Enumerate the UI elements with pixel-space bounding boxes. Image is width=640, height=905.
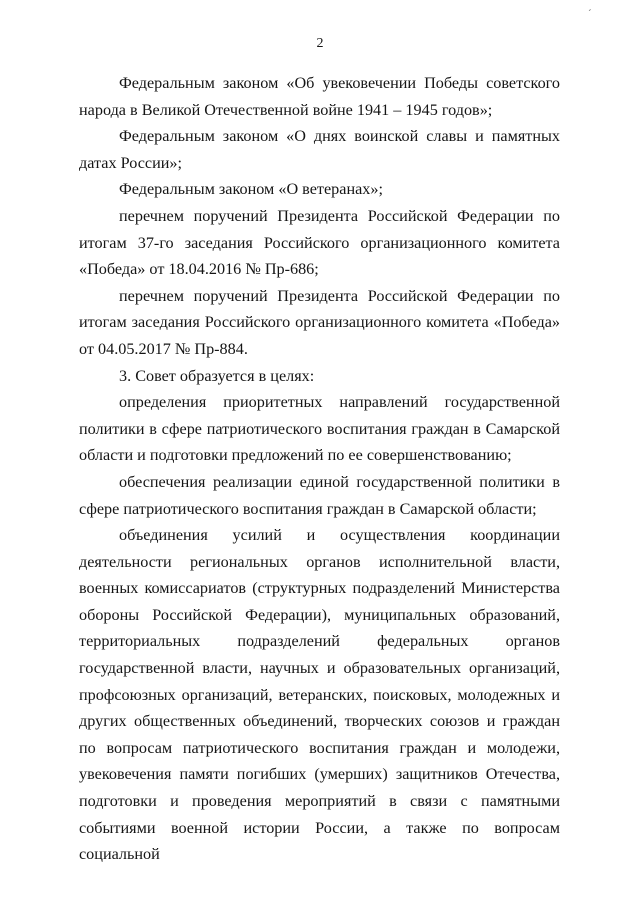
paragraph-goal-priorities: определения приоритетных направлений государственной политики в сфере патриотического воспитания граждан в Самарской области и подготовки предложений по ее совершенствованию;	[79, 393, 560, 465]
paragraph-goal-coordination: объединения усилий и осуществления координации деятельности региональных органов исполнительной власти, военных комиссариатов (структурных подразделений Министерства обороны Российской Федерации), муниципальных образований, территориальных подразделений федеральных органов государственной власти, научных и образовательных организаций, профсоюзных организаций, ветеранских, поисковых, молодежных и других общественных объединений, творческих союзов и граждан по вопросам патриотического воспитания граждан и молодежи, увековечения памяти погибших (умерших) защитников Отечества, подготовки и проведения мероприятий в связи с памятными событиями военной истории России, а также по вопросам социальной	[79, 526, 560, 864]
paragraph-law-victory: Федеральным законом «Об увековечении Победы советского народа в Великой Отечественной войне 1941 – 1945 годов»;	[79, 74, 560, 119]
document-body	[79, 70, 560, 868]
paragraph-law-veterans: Федеральным законом «О ветеранах»;	[119, 180, 383, 199]
corner-mark: ´	[588, 8, 592, 20]
page-number: 2	[316, 36, 324, 51]
paragraph-instructions-2017: перечнем поручений Президента Российской Федерации по итогам заседания Российского организационного комитета «Победа» от 04.05.2017 № Пр-884.	[79, 286, 560, 358]
paragraph-goal-unified-policy: обеспечения реализации единой государственной политики в сфере патриотического воспитания граждан в Самарской области;	[79, 472, 560, 518]
paragraph-instructions-2016: перечнем поручений Президента Российской Федерации по итогам 37-го заседания Российского организационного комитета «Победа» от 18.04.2016 № Пр-686;	[79, 206, 560, 279]
paragraph-law-military-glory: Федеральным законом «О днях воинской славы и памятных датах России»;	[79, 127, 560, 172]
paragraph-section-3-heading: 3. Совет образуется в целях:	[119, 366, 315, 385]
